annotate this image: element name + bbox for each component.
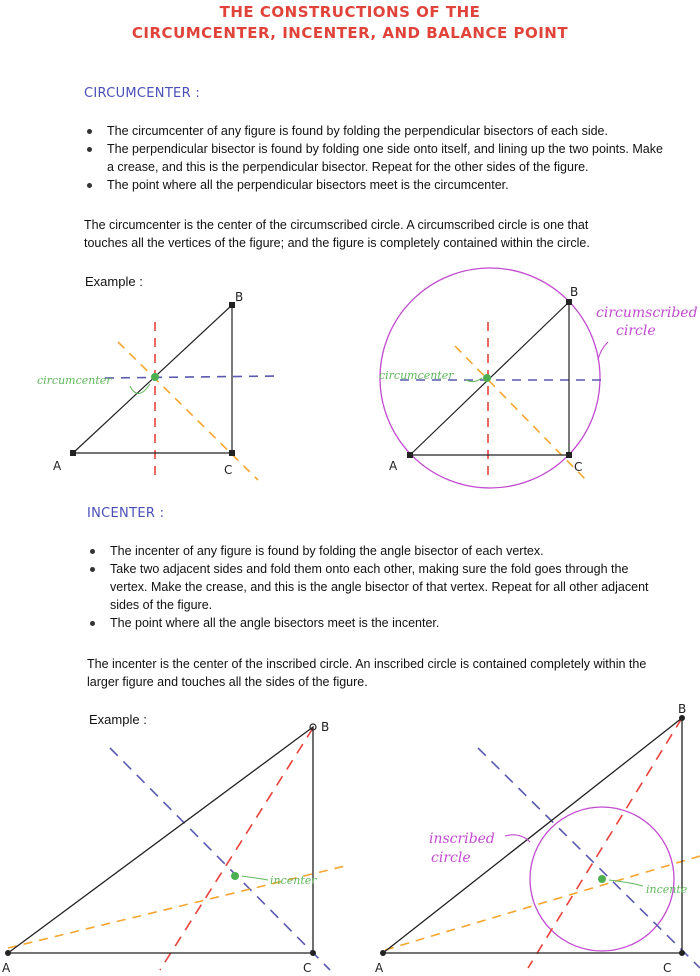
vertex-a-marker [5,950,11,956]
vertex-c-label: C [663,961,672,975]
vertex-a-label: A [389,459,398,473]
vertex-a-marker [70,450,76,456]
angle-bisector-a [385,856,700,950]
inscribed-circle-annotation-line2: circle [431,850,471,866]
angle-bisector-b [160,728,313,970]
vertex-a-label: A [53,459,62,473]
vertex-b-label: B [321,720,330,734]
page-title-line-1: THE CONSTRUCTIONS OF THE [219,3,481,21]
annotation-arrow [598,342,608,360]
circumscribed-circle-annotation-line2: circle [616,323,656,339]
perpendicular-bisector-diagonal [455,346,588,482]
angle-bisector-b [528,718,682,968]
incenter-point [598,875,606,883]
vertex-b-label: B [235,290,244,304]
angle-bisector-a-side [478,748,700,968]
incenter-heading: INCENTER : [87,506,165,521]
circumcenter-point [151,373,159,381]
triangle [8,727,313,953]
circumcenter-example-label: Example : [85,274,143,289]
circumcenter-paragraph: The circumcenter is the center of the circumscribed circle. A circumscribed circle is one that touches all the vertices of the figure; and the figure is completely contained within the circle. [84,218,590,250]
circumcenter-annotation: circumcenter [379,369,454,382]
vertex-a-label: A [2,961,11,975]
list-item: The perpendicular bisector is found by folding one side onto itself, and lining up the two points. Make a crease, and this is the perpendicular bisector. Repeat for the other sides of the figure. [84,140,664,176]
incenter-annotation: incenter [270,874,317,887]
incenter-diagram-right [375,702,700,975]
vertex-c-label: C [224,463,233,477]
incenter-paragraph: The incenter is the center of the inscribed circle. An inscribed circle is contained completely within the larger figure and touches all the sides of the figure. [87,657,647,689]
circumcenter-diagram-right [379,268,698,488]
vertex-a-marker [380,950,386,956]
vertex-b-label: B [678,702,687,716]
vertex-c-marker [679,950,685,956]
vertex-c-label: C [303,961,312,975]
vertex-a-marker [407,452,413,458]
list-item: The circumcenter of any figure is found by folding the perpendicular bisectors of each side. [84,122,664,140]
angle-bisector-a-side [110,748,330,970]
perpendicular-bisector-diagonal [118,342,258,480]
vertex-b-marker [566,299,572,305]
vertex-c-marker [229,450,235,456]
vertex-a-label: A [375,961,384,975]
list-item: The point where all the perpendicular bisectors meet is the circumcenter. [84,176,664,194]
circumcenter-heading: CIRCUMCENTER : [84,86,201,101]
perpendicular-bisector-horizontal [105,376,278,378]
vertex-c-label: C [574,460,583,474]
inscribed-circle-annotation-line1: inscribed [429,831,495,847]
circumcenter-annotation: circumcenter [37,374,112,387]
circumscribed-circle-annotation-line1: circumscribed [596,305,698,321]
vertex-c-marker [566,452,572,458]
circumcenter-point [483,374,491,382]
page-title-line-2: CIRCUMCENTER, INCENTER, AND BALANCE POINT [131,24,569,42]
incenter-point [231,872,239,880]
incenter-example-label: Example : [89,712,147,727]
triangle [383,718,682,953]
vertex-b-label: B [570,285,579,299]
vertex-c-marker [310,950,316,956]
annotation-arrow [130,384,150,394]
list-item: The point where all the angle bisectors meet is the incenter. [87,614,652,632]
incenter-annotation: incente [646,883,688,896]
circumcenter-diagram-left [37,290,278,480]
annotation-arrow [242,876,268,880]
list-item: The incenter of any figure is found by folding the angle bisector of each vertex. [87,542,652,560]
list-item: Take two adjacent sides and fold them onto each other, making sure the fold goes through the vertex. Make the crease, and this is the angle bisector of that vertex. Repeat for all other adjacent sides of the figure. [87,560,652,614]
incenter-diagram-left [2,720,345,975]
